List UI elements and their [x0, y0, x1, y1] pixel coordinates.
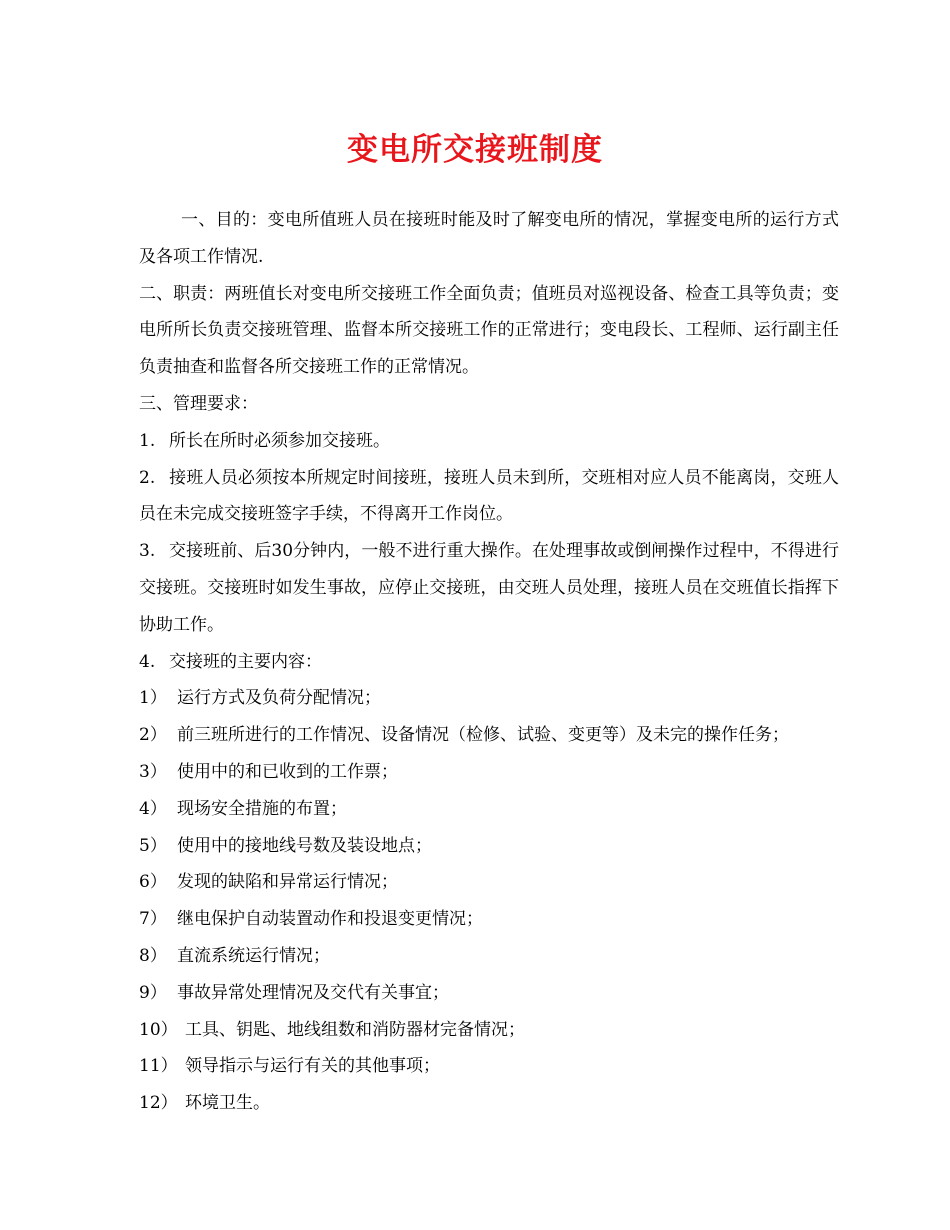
content-number: 2） — [139, 725, 167, 746]
rule-item — [139, 460, 839, 534]
content-item — [139, 680, 839, 717]
content-text: 使用中的接地线号数及装设地点； — [177, 835, 432, 856]
rule-item — [139, 533, 839, 643]
content-text: 前三班所进行的工作情况、设备情况（检修、试验、变更等）及未完的操作任务； — [177, 725, 789, 746]
rule-text: 接班人员必须按本所规定时间接班，接班人员未到所，交班相对应人员不能离岗，交班人员在未完成交接班签字手续，不得离开工作岗位。 — [139, 467, 839, 525]
content-text: 运行方式及负荷分配情况； — [177, 688, 381, 709]
content-number: 1） — [139, 688, 167, 709]
content-number: 8） — [139, 945, 167, 966]
rule-number: 2. — [139, 467, 156, 488]
content-text: 事故异常处理情况及交代有关事宜； — [177, 982, 449, 1003]
content-item — [139, 1048, 839, 1085]
document-body — [139, 202, 839, 1122]
rule-number: 4. — [139, 651, 156, 672]
content-item — [139, 828, 839, 865]
content-item — [139, 717, 839, 754]
content-text: 直流系统运行情况； — [177, 945, 330, 966]
content-number: 4） — [139, 798, 167, 819]
purpose-paragraph: 一、目的：变电所值班人员在接班时能及时了解变电所的情况，掌握变电所的运行方式及各项工作情况. — [139, 210, 839, 267]
rule-text: 交接班前、后30分钟内，一般不进行重大操作。在处理事故或倒闸操作过程中，不得进行交接班。交接班时如发生事故，应停止交接班，由交班人员处理，接班人员在交班值长指挥下协助工作。 — [139, 541, 839, 635]
content-number: 9） — [139, 982, 167, 1003]
content-text: 发现的缺陷和异常运行情况； — [177, 872, 398, 893]
content-text: 环境卫生。 — [185, 1093, 270, 1114]
content-text: 使用中的和已收到的工作票； — [177, 761, 398, 782]
rule-text: 所长在所时必须参加交接班。 — [169, 430, 390, 451]
content-number: 3） — [139, 761, 167, 782]
content-item — [139, 1012, 839, 1049]
content-text: 工具、钥匙、地线组数和消防器材完备情况； — [185, 1019, 525, 1040]
rule-item — [139, 644, 839, 681]
rule-item — [139, 423, 839, 460]
content-number: 10） — [139, 1019, 178, 1040]
content-item — [139, 754, 839, 791]
rule-text: 交接班的主要内容： — [169, 651, 322, 672]
document-title: 变电所交接班制度 — [347, 132, 603, 168]
content-number: 5） — [139, 835, 167, 856]
content-item — [139, 1085, 839, 1122]
requirements-heading: 三、管理要求： — [139, 393, 258, 414]
content-item — [139, 901, 839, 938]
content-text: 现场安全措施的布置； — [177, 798, 347, 819]
rule-number: 1. — [139, 430, 156, 451]
content-number: 7） — [139, 909, 167, 930]
content-item — [139, 791, 839, 828]
content-item — [139, 938, 839, 975]
content-number: 6） — [139, 872, 167, 893]
content-number: 12） — [139, 1093, 178, 1114]
content-item — [139, 864, 839, 901]
content-text: 继电保护自动装置动作和投退变更情况； — [177, 909, 483, 930]
rule-number: 3. — [139, 541, 156, 562]
duty-paragraph: 二、职责：两班值长对变电所交接班工作全面负责；值班员对巡视设备、检查工具等负责；变电所所长负责交接班管理、监督本所交接班工作的正常进行；变电段长、工程师、运行副主任负责抽查和监督各所交接班工作的正常情况。 — [139, 283, 839, 378]
content-number: 11） — [139, 1056, 178, 1077]
content-text: 领导指示与运行有关的其他事项； — [185, 1056, 440, 1077]
content-item — [139, 975, 839, 1012]
